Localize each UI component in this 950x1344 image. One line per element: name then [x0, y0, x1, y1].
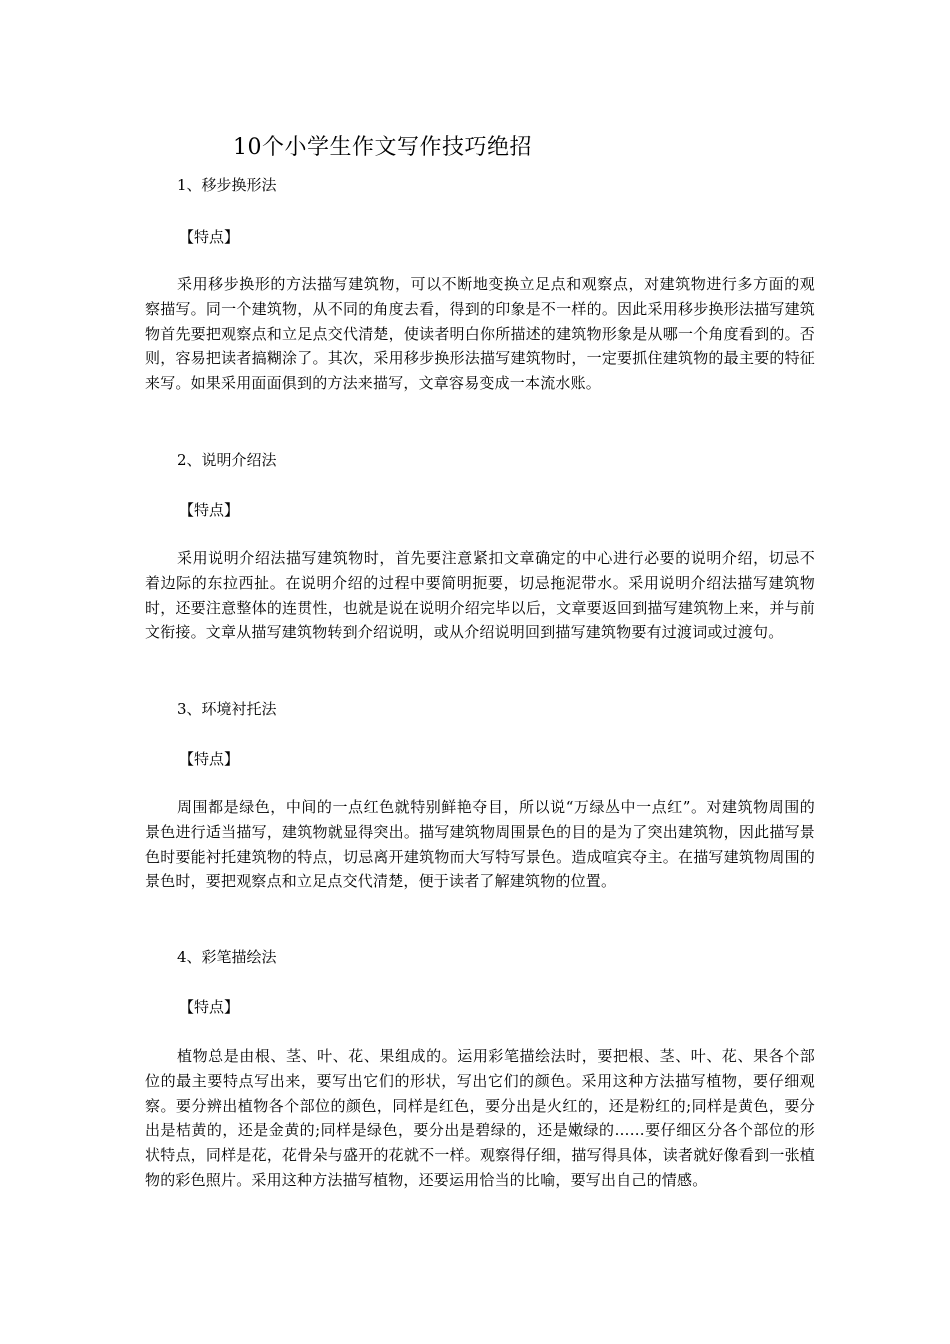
section-1-tag: 【特点】 — [179, 228, 240, 246]
document-title: 10个小学生作文写作技巧绝招 — [233, 135, 532, 160]
section-1-body: 采用移步换形的方法描写建筑物，可以不断地变换立足点和观察点，对建筑物进行多方面的观察描写。同一个建筑物，从不同的角度去看，得到的印象是不一样的。因此采用移步换形法描写建筑物首先要把观察点和立足点交代清楚，使读者明白你所描述的建筑物形象是从哪一个角度看到的。否则，容易把读者搞糊涂了。其次，采用移步换形法描写建筑物时，一定要抓住建筑物的最主要的特征来写。如果采用面面俱到的方法来描写，文章容易变成一本流水账。 — [145, 275, 815, 393]
section-3-tag: 【特点】 — [179, 750, 240, 768]
section-2-tag: 【特点】 — [179, 501, 240, 519]
section-1-heading: 1、移步换形法 — [177, 176, 277, 194]
section-2-body: 采用说明介绍法描写建筑物时，首先要注意紧扣文章确定的中心进行必要的说明介绍，切忌不着边际的东拉西扯。在说明介绍的过程中要简明扼要，切忌拖泥带水。采用说明介绍法描写建筑物时，还要注意整体的连贯性，也就是说在说明介绍完毕以后，文章要返回到描写建筑物上来，并与前文衔接。文章从描写建筑物转到介绍说明，或从介绍说明回到描写建筑物要有过渡词或过渡句。 — [145, 549, 815, 642]
section-4-tag: 【特点】 — [179, 998, 240, 1016]
section-3-heading: 3、环境衬托法 — [177, 700, 277, 718]
section-4-heading: 4、彩笔描绘法 — [177, 948, 277, 966]
section-2-heading: 2、说明介绍法 — [177, 451, 277, 469]
section-3-body: 周围都是绿色，中间的一点红色就特别鲜艳夺目，所以说“万绿丛中一点红”。对建筑物周围的景色进行适当描写，建筑物就显得突出。描写建筑物周围景色的目的是为了突出建筑物，因此描写景色时要能衬托建筑物的特点，切忌离开建筑物而大写特写景色。造成喧宾夺主。在描写建筑物周围的景色时，要把观察点和立足点交代清楚，便于读者了解建筑物的位置。 — [145, 798, 815, 891]
section-4-body: 植物总是由根、茎、叶、花、果组成的。运用彩笔描绘法时，要把根、茎、叶、花、果各个部位的最主要特点写出来，要写出它们的形状，写出它们的颜色。采用这种方法描写植物，要仔细观察。要分辨出植物各个部位的颜色，同样是红色，要分出是火红的，还是粉红的;同样是黄色，要分出是桔黄的，还是金黄的;同样是绿色，要分出是碧绿的，还是嫩绿的……要仔细区分各个部位的形状特点，同样是花，花骨朵与盛开的花就不一样。观察得仔细，描写得具体，读者就好像看到一张植物的彩色照片。采用这种方法描写植物，还要运用恰当的比喻，要写出自己的情感。 — [145, 1047, 815, 1189]
